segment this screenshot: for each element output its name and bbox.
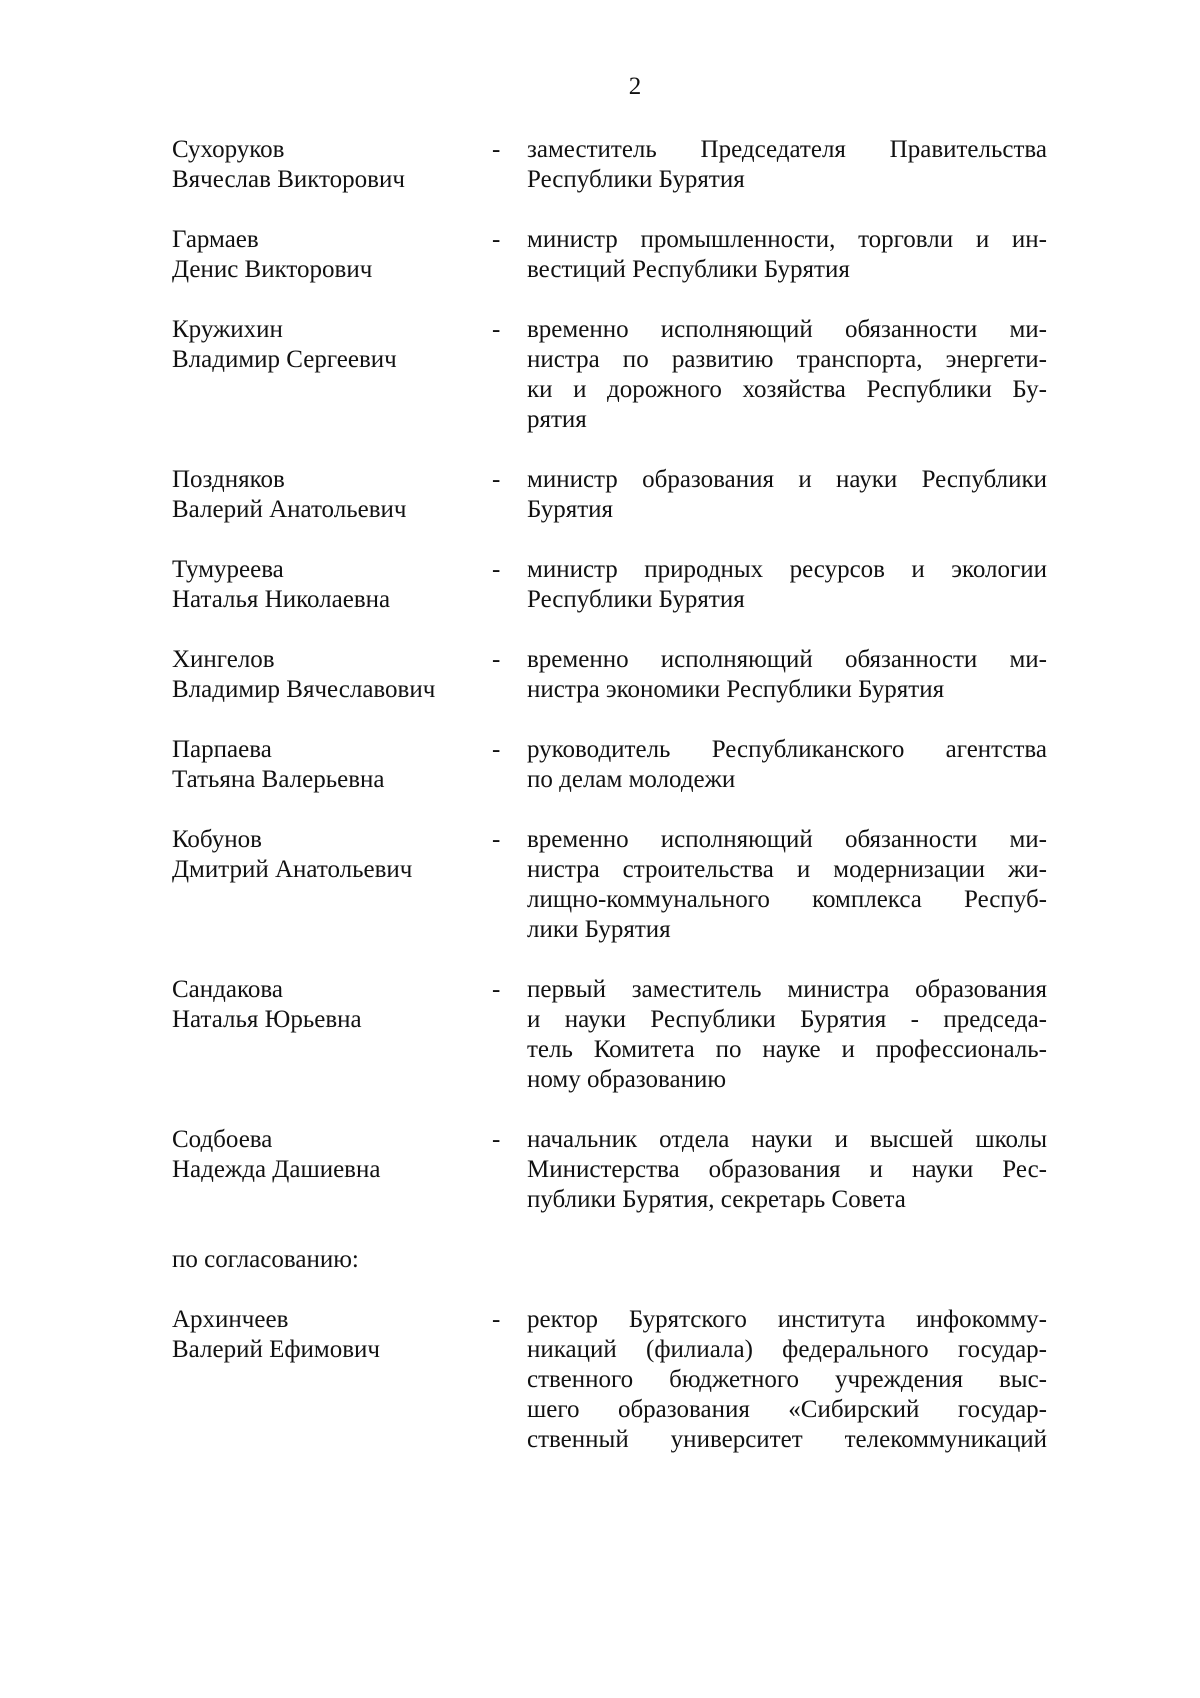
member-surname: Кобунов [172,826,262,853]
dash-separator: - [492,556,501,583]
dash-separator: - [492,976,501,1003]
role-line: рятия [527,406,587,433]
member-entry [172,735,1072,795]
member-role [527,825,1047,945]
dash-separator: - [492,736,501,763]
role-line: первый заместитель министра образования [527,976,1047,1003]
role-line: Республики Бурятия [527,166,745,193]
role-line: министр природных ресурсов и экологии [527,556,1047,583]
member-surname: Тумуреева [172,556,284,583]
member-entry [172,225,1072,285]
role-line: министр промышленности, торговли и ин- [527,226,1047,253]
member-given-names: Денис Викторович [172,256,373,283]
member-given-names: Надежда Дашиевна [172,1156,381,1183]
role-line: нистра по развитию транспорта, энергети- [527,346,1047,373]
dash-separator: - [492,646,501,673]
agreed-section-label: по согласованию: [172,1246,359,1273]
member-name [172,735,492,795]
member-given-names: Вячеслав Викторович [172,166,405,193]
role-line: ственный университет телекоммуникаций [527,1426,1047,1453]
page-number: 2 [628,73,642,100]
dash-separator: - [492,316,501,343]
role-line: по делам молодежи [527,766,736,793]
role-line: ки и дорожного хозяйства Республики Бу- [527,376,1047,403]
member-given-names: Владимир Вячеславович [172,676,436,703]
role-line: ственного бюджетного учреждения выс- [527,1366,1047,1393]
role-line: Бурятия [527,496,614,523]
member-surname: Архинчеев [172,1306,289,1333]
member-role [527,1125,1047,1215]
member-surname: Парпаева [172,736,272,763]
member-name [172,975,492,1095]
role-line: нистра экономики Республики Бурятия [527,676,945,703]
member-entry [172,1125,1072,1215]
member-role [527,1305,1047,1455]
member-role [527,555,1047,615]
member-given-names: Татьяна Валерьевна [172,766,385,793]
member-given-names: Дмитрий Анатольевич [172,856,413,883]
member-name [172,1305,492,1455]
role-line: руководитель Республиканского агентства [527,736,1047,763]
member-role [527,645,1047,705]
member-role [527,975,1047,1095]
member-given-names: Наталья Юрьевна [172,1006,362,1033]
dash-separator: - [492,466,501,493]
role-line: и науки Республики Бурятия - председа- [527,1006,1047,1033]
member-given-names: Владимир Сергеевич [172,346,397,373]
role-line: министр образования и науки Республики [527,466,1047,493]
member-role [527,225,1047,285]
role-line: временно исполняющий обязанности ми- [527,316,1047,343]
member-entry [172,645,1072,705]
member-surname: Сандакова [172,976,283,1003]
member-entry [172,1305,1072,1455]
members-list [172,135,1072,1485]
member-surname: Содбоева [172,1126,273,1153]
member-surname: Гармаев [172,226,259,253]
member-surname: Поздняков [172,466,285,493]
member-role [527,735,1047,795]
role-line: публики Бурятия, секретарь Совета [527,1186,906,1213]
member-role [527,135,1047,195]
member-given-names: Валерий Ефимович [172,1336,380,1363]
member-entry [172,975,1072,1095]
dash-separator: - [492,1126,501,1153]
member-entry [172,135,1072,195]
dash-separator: - [492,136,501,163]
member-given-names: Наталья Николаевна [172,586,391,613]
role-line: вестиций Республики Бурятия [527,256,850,283]
role-line: ректор Бурятского института инфокомму- [527,1306,1047,1333]
role-line: Республики Бурятия [527,586,745,613]
member-name [172,135,492,195]
dash-separator: - [492,1306,501,1333]
member-name [172,555,492,615]
member-entry [172,555,1072,615]
role-line: лики Бурятия [527,916,671,943]
member-name [172,315,492,435]
role-line: никаций (филиала) федерального государ- [527,1336,1047,1363]
role-line: Министерства образования и науки Рес- [527,1156,1047,1183]
member-entry [172,825,1072,945]
member-role [527,315,1047,435]
member-name [172,465,492,525]
dash-separator: - [492,226,501,253]
member-entry [172,315,1072,435]
member-surname: Кружихин [172,316,283,343]
role-line: тель Комитета по науке и профессиональ- [527,1036,1047,1063]
member-surname: Хингелов [172,646,275,673]
role-line: начальник отдела науки и высшей школы [527,1126,1047,1153]
member-name [172,225,492,285]
member-entry [172,465,1072,525]
role-line: заместитель Председателя Правительства [527,136,1047,163]
role-line: ному образованию [527,1066,727,1093]
role-line: лищно-коммунального комплекса Респуб- [527,886,1047,913]
role-line: временно исполняющий обязанности ми- [527,826,1047,853]
member-given-names: Валерий Анатольевич [172,496,407,523]
member-name [172,645,492,705]
dash-separator: - [492,826,501,853]
member-surname: Сухоруков [172,136,285,163]
role-line: нистра строительства и модернизации жи- [527,856,1047,883]
member-name [172,1125,492,1215]
member-role [527,465,1047,525]
role-line: шего образования «Сибирский государ- [527,1396,1047,1423]
member-name [172,825,492,945]
role-line: временно исполняющий обязанности ми- [527,646,1047,673]
